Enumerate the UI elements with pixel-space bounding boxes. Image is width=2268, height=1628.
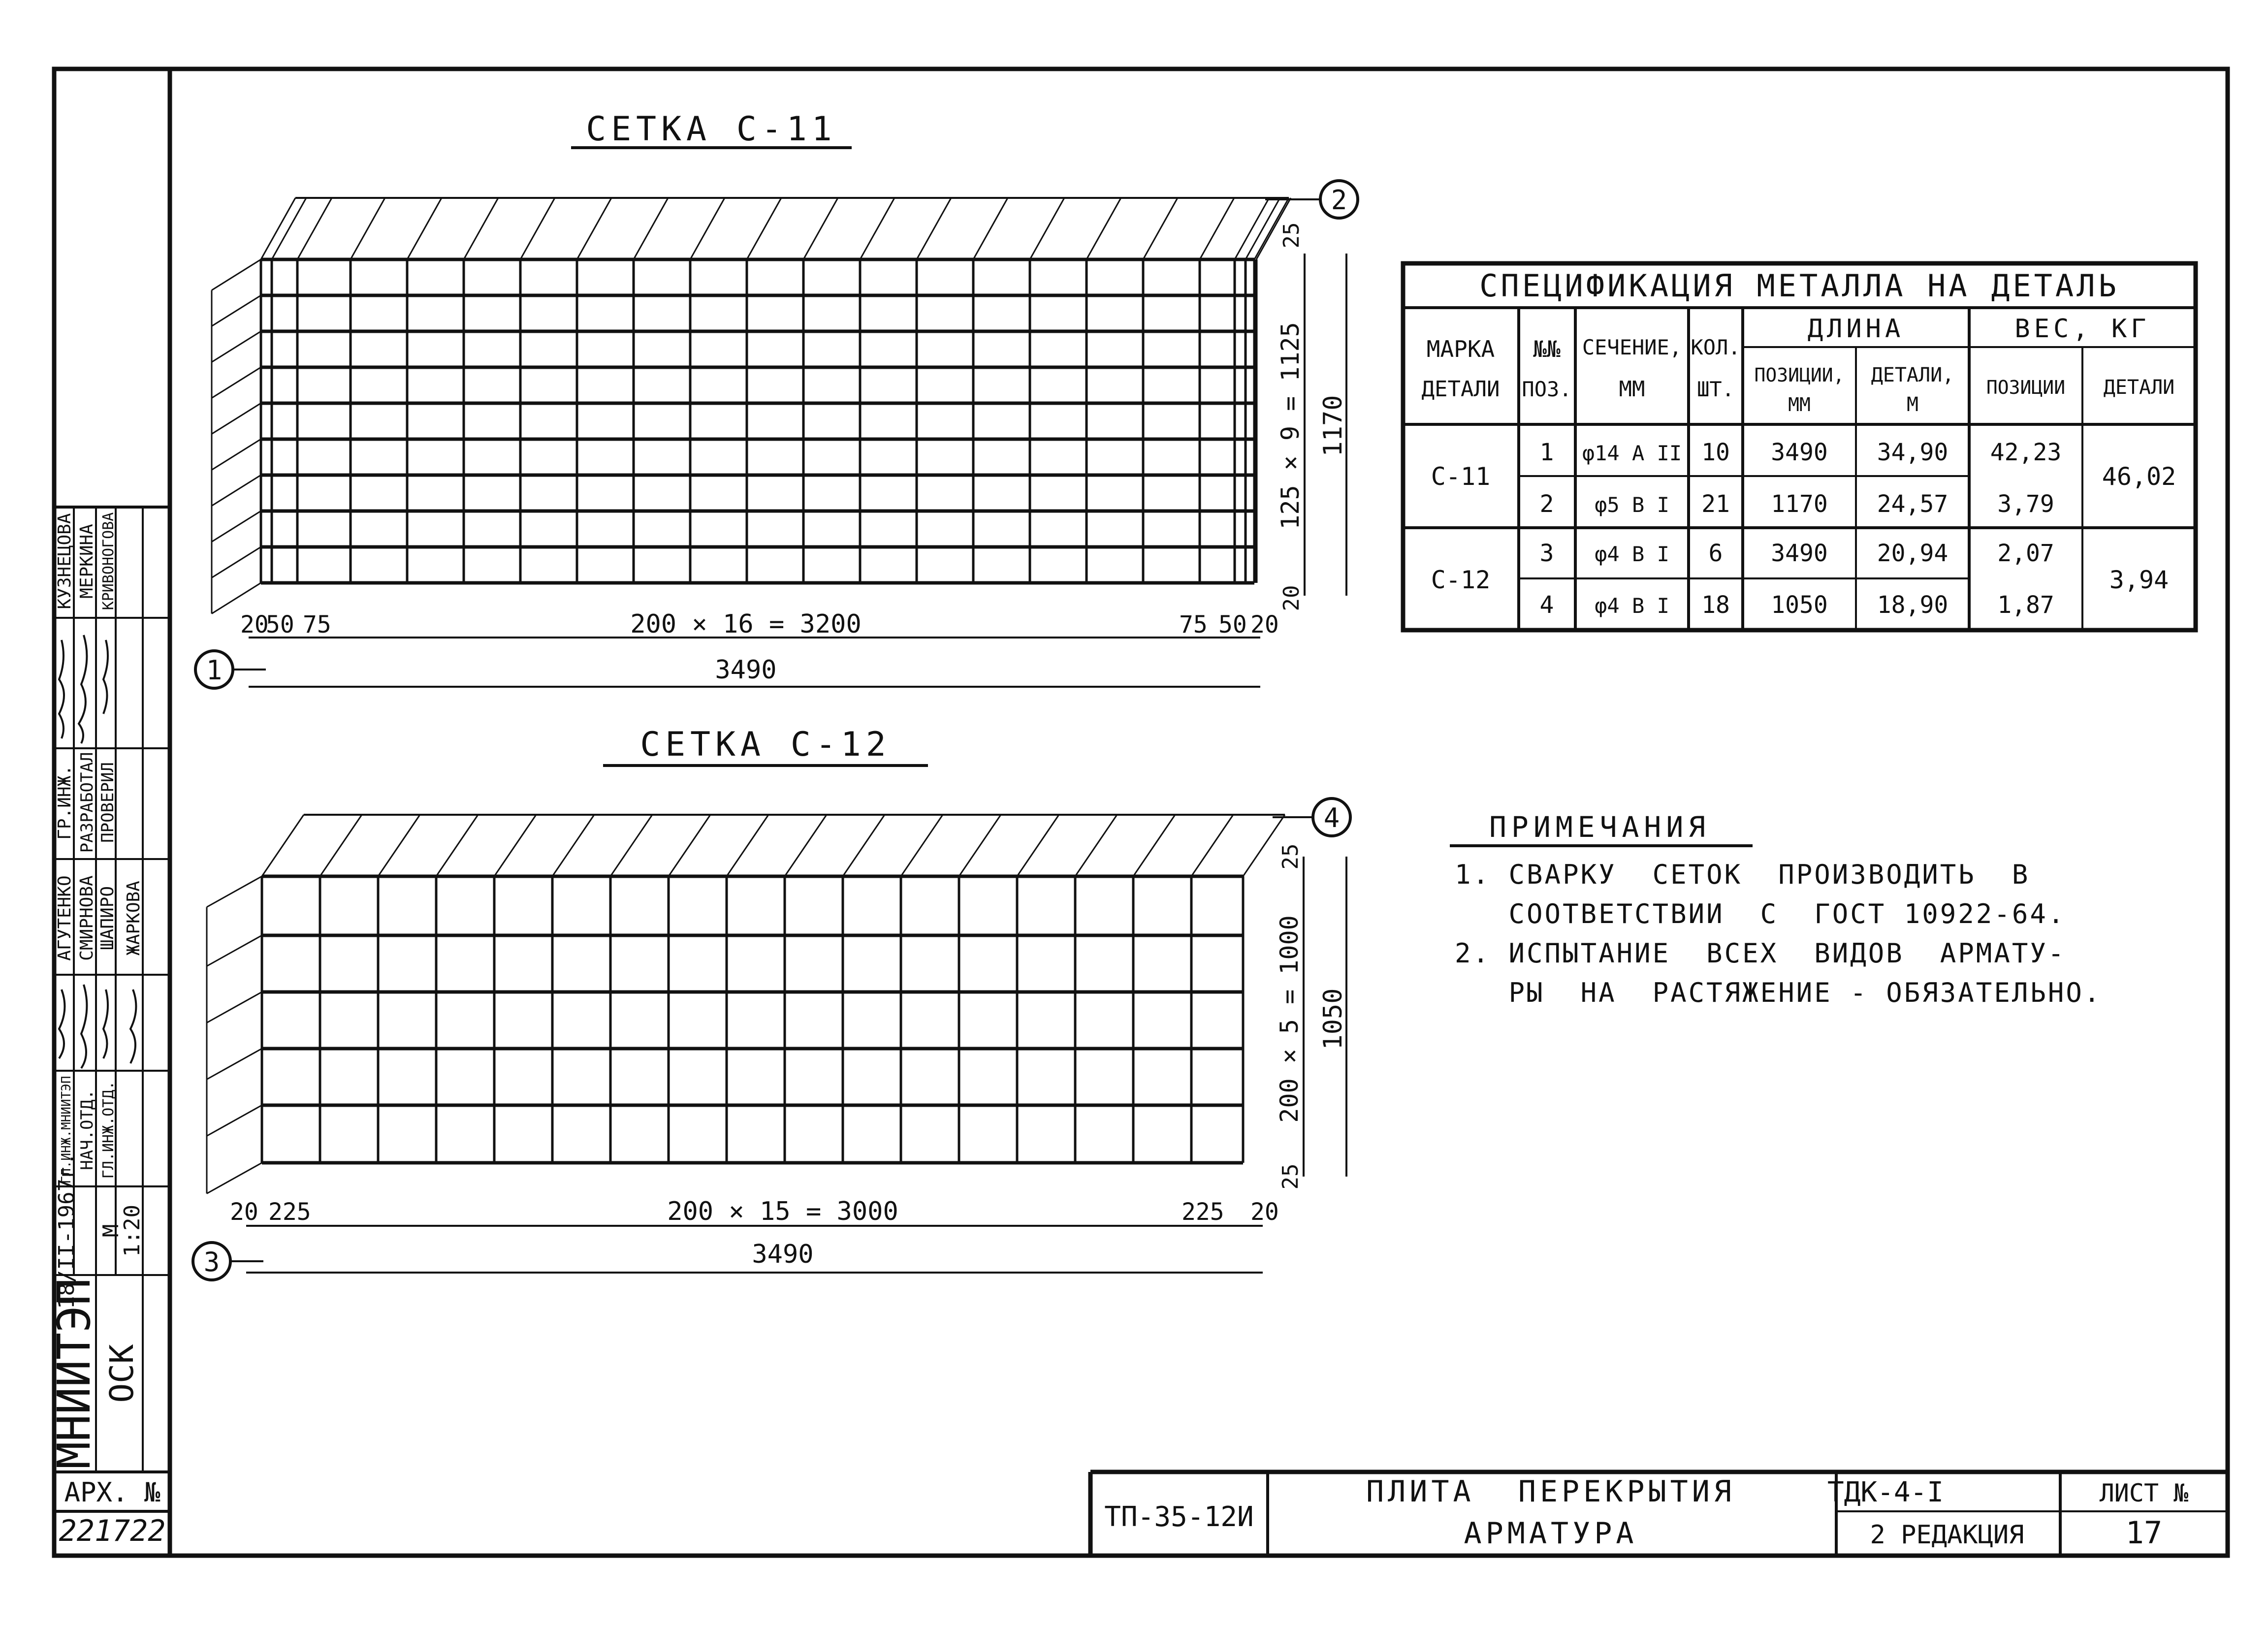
notes-line-1: 1. СВАРКУ СЕТОК ПРОИЗВОДИТЬ В [1455,859,2030,890]
spec-row-4-qty: 18 [1701,591,1730,619]
mesh-bar-perspective [1191,815,1233,876]
spec-head-section-1: СЕЧЕНИЕ, [1582,335,1682,359]
mesh-bar-perspective [207,935,262,966]
spec-row-2-pos: 2 [1539,490,1554,518]
stamp-name-shapiro: ШАПИРО [97,886,118,951]
mesh-bar-perspective [520,198,555,259]
mesh-c12 [193,725,1350,1280]
side-stamp [48,507,170,1548]
notes [1450,810,2102,1008]
spec-row-3-len-det: 20,94 [1877,540,1949,567]
spec-row-4-pos: 4 [1539,591,1554,619]
mesh-bar-perspective [262,815,304,876]
stamp-arch-number: 221722 [59,1514,166,1548]
spec-row-1-len-det: 34,90 [1877,439,1949,466]
mesh-bar-perspective [1246,198,1280,259]
spec-row-4-len-det: 18,90 [1877,591,1949,619]
c11-dim-total: 3490 [715,655,777,685]
mesh-bar-perspective [803,198,838,259]
spec-row-1-w-pos: 42,23 [1990,439,2062,466]
mesh-c11-callout-top-label: 2 [1331,185,1347,216]
mesh-bar-perspective [351,198,385,259]
mesh-c11-callout-left-label: 1 [206,655,223,686]
mesh-bar-perspective [212,367,261,398]
stamp-name-krivonogova: КРИВОНОГОВА [100,512,117,610]
mesh-bar-perspective [212,583,261,614]
title-line-2: АРМАТУРА [1464,1516,1638,1551]
mesh-bar-perspective [690,198,725,259]
stamp-name-merkina: МЕРКИНА [77,524,97,599]
mesh-bar-perspective [207,1049,262,1080]
mesh-c11-title: СЕТКА С-11 [586,110,837,149]
c11-dim-75-left: 75 [303,611,331,638]
mesh-bar-perspective [212,295,261,326]
mesh-bar-perspective [610,815,652,876]
c11-dim-right-main: 125 × 9 = 1125 [1276,322,1305,530]
stamp-name-zharkova: ЖАРКОВА [124,881,144,956]
spec-head-length-det-1: ДЕТАЛИ, [1871,364,1954,386]
stamp-date: 18/II-1967г. [54,1152,79,1309]
spec-row-4-len-pos: 1050 [1771,591,1828,619]
spec-head-section-2: ММ [1619,377,1645,402]
title-line-1: ПЛИТА ПЕРЕКРЫТИЯ [1366,1474,1736,1509]
c12-dim-right-total: 1050 [1318,988,1348,1050]
spec-row-2-len-pos: 1170 [1771,490,1828,518]
stamp-role-developed: РАЗРАБОТАЛ [77,752,97,853]
mesh-bar-perspective [669,815,710,876]
mesh-c12-callout-left-label: 3 [203,1246,220,1277]
c11-dim-main: 200 × 16 = 3200 [630,609,862,639]
spec-row-2-w-pos: 3,79 [1997,490,2054,518]
spec-row-1-section: φ14 А II [1582,441,1682,465]
mesh-bar-perspective [378,815,420,876]
spec-head-pos-1: №№ [1533,336,1561,362]
c12-dim-right-25-bottom: 25 [1278,1163,1303,1190]
mesh-bar-perspective [407,198,442,259]
c12-dim-20-left: 20 [230,1198,258,1226]
mesh-bar-perspective [212,403,261,434]
mesh-bar-perspective [207,992,262,1023]
mesh-c11 [195,110,1358,688]
title-edition: 2 РЕДАКЦИЯ [1870,1520,2024,1550]
mesh-bar-perspective [552,815,594,876]
c11-dim-50-left: 50 [266,611,294,638]
mesh-bar-perspective [843,815,885,876]
mesh-bar-perspective [212,511,261,542]
mesh-bar-perspective [917,198,951,259]
mesh-bar-perspective [261,198,295,259]
mesh-bar-perspective [1235,198,1269,259]
notes-line-4: РЫ НА РАСТЯЖЕНИЕ - ОБЯЗАТЕЛЬНО. [1455,977,2102,1008]
spec-row-1-pos: 1 [1539,439,1554,466]
spec-head-mark-2: ДЕТАЛИ [1421,377,1500,402]
c12-dim-right-main: 200 × 5 = 1000 [1275,915,1304,1123]
spec-row-2-section: φ5 В I [1595,493,1669,517]
spec-row-3-qty: 6 [1708,540,1723,567]
notes-line-3: 2. ИСПЫТАНИЕ ВСЕХ ВИДОВ АРМАТУ- [1455,938,2066,969]
spec-group-2-mark: С-12 [1431,566,1491,594]
spec-head-length: ДЛИНА [1807,314,1905,344]
stamp-role-chief-eng: ГЛ.ИНЖ.МНИИТЭП [59,1076,74,1184]
spec-row-1-qty: 10 [1701,439,1730,466]
spec-head-pos-2: ПОЗ. [1522,377,1572,401]
c12-dim-20-right: 20 [1250,1198,1279,1226]
title-block [1090,1472,2228,1556]
spec-row-3-section: φ4 В I [1595,542,1669,566]
mesh-bar-perspective [272,198,306,259]
mesh-bar-perspective [212,547,261,578]
mesh-bar-perspective [494,815,536,876]
mesh-bar-perspective [436,815,478,876]
mesh-bar-perspective [212,475,261,506]
spec-group-1-mark: С-11 [1431,462,1491,491]
mesh-bar-perspective [959,815,1001,876]
mesh-bar-perspective [212,439,261,470]
c12-dim-225-left: 225 [268,1198,311,1226]
mesh-bar-perspective [320,815,362,876]
mesh-bar-perspective [1030,198,1064,259]
title-code: ТП-35-12И [1104,1501,1254,1533]
mesh-bar-perspective [297,198,332,259]
title-sheet-label: ЛИСТ № [2099,1479,2189,1507]
stamp-role-group-eng: ГР.ИНЖ. [55,765,75,840]
stamp-role-dept-head: НАЧ.ОТД. [77,1089,97,1170]
stamp-org: МНИИТЭП [48,1278,100,1469]
spec-head-length-det-2: М [1906,393,1919,416]
mesh-bar-perspective [207,1105,262,1136]
mesh-bar-perspective [1200,198,1234,259]
spec-head-qty-1: КОЛ. [1691,335,1741,359]
stamp-arch-label: АРХ. № [64,1477,160,1508]
mesh-bar-perspective [212,331,261,362]
mesh-bar-perspective [207,1163,262,1194]
spec-row-2-len-det: 24,57 [1877,490,1949,518]
stamp-name-smirnova: СМИРНОВА [77,875,97,961]
mesh-bar-perspective [464,198,498,259]
spec-table [1403,263,2196,630]
spec-row-3-w-pos: 2,07 [1997,540,2054,567]
mesh-bar-perspective [634,198,668,259]
c11-dim-50-right: 50 [1218,611,1247,638]
mesh-bar-perspective [1017,815,1059,876]
c11-dim-20-right: 20 [1250,611,1279,638]
c12-dim-main: 200 × 15 = 3000 [667,1197,898,1226]
stamp-name-agutenko: АГУТЕНКО [55,875,75,961]
stamp-dept: ОСК [103,1344,141,1403]
c12-dim-right-25-top: 25 [1278,843,1303,870]
spec-head-weight: ВЕС, КГ [2014,314,2150,344]
mesh-c12-callout-top-label: 4 [1323,802,1340,833]
spec-head-weight-pos: ПОЗИЦИИ [1986,377,2066,398]
spec-head-length-pos-1: ПОЗИЦИИ, [1754,364,1845,386]
stamp-role-checked: ПРОВЕРИЛ [98,762,118,843]
mesh-bar-perspective [1086,198,1121,259]
mesh-c12-title: СЕТКА С-12 [640,725,891,764]
notes-line-2: СООТВЕТСТВИИ С ГОСТ 10922-64. [1455,898,2066,929]
mesh-bar-perspective [1143,198,1178,259]
notes-title: ПРИМЕЧАНИЯ [1489,810,1711,844]
mesh-bar-perspective [747,198,781,259]
spec-head-length-pos-2: ММ [1788,394,1811,415]
stamp-scale-value: 1:20 [120,1205,145,1257]
spec-row-2-qty: 21 [1701,490,1730,518]
stamp-name-kuznetsova: КУЗНЕЦОВА [55,513,75,609]
c11-dim-right-20: 20 [1279,585,1304,611]
c11-dim-20-left: 20 [240,611,269,638]
mesh-bar-perspective [1075,815,1117,876]
c12-dim-total: 3490 [752,1240,814,1269]
title-series: ТДК-4-I [1827,1476,1944,1508]
mesh-bar-perspective [973,198,1008,259]
mesh-bar-perspective [577,198,611,259]
spec-head-weight-det: ДЕТАЛИ [2103,376,2175,399]
mesh-c12-bars [207,815,1285,1194]
signatures [59,635,136,1068]
mesh-bar-perspective [860,198,894,259]
mesh-bar-perspective [727,815,768,876]
c11-dim-right-25: 25 [1279,222,1304,249]
spec-title: СПЕЦИФИКАЦИЯ МЕТАЛЛА НА ДЕТАЛЬ [1479,268,2119,304]
spec-group-2-total-weight: 3,94 [2109,566,2169,594]
spec-head-qty-2: ШТ. [1697,377,1734,401]
c11-dim-75-right: 75 [1179,611,1208,638]
c11-dim-right-total: 1170 [1318,395,1348,457]
mesh-bar-perspective [212,259,261,290]
mesh-bar-perspective [207,876,262,907]
stamp-role-dept-chief-eng: ГЛ.ИНЖ.ОТД. [100,1081,117,1179]
title-sheet-number: 17 [2125,1515,2163,1551]
spec-row-4-section: φ4 В I [1595,594,1669,618]
spec-row-3-len-pos: 3490 [1771,540,1828,567]
mesh-c11-bars [212,198,1291,614]
spec-head-mark-1: МАРКА [1426,336,1495,362]
stamp-scale-label: М [98,1224,124,1238]
mesh-bar-perspective [901,815,943,876]
mesh-bar-perspective [1133,815,1175,876]
spec-group-1-total-weight: 46,02 [2102,462,2176,491]
spec-row-1-len-pos: 3490 [1771,439,1828,466]
spec-row-4-w-pos: 1,87 [1997,591,2054,619]
spec-row-3-pos: 3 [1539,540,1554,567]
c12-dim-225-right: 225 [1182,1198,1224,1226]
mesh-bar-perspective [785,815,827,876]
